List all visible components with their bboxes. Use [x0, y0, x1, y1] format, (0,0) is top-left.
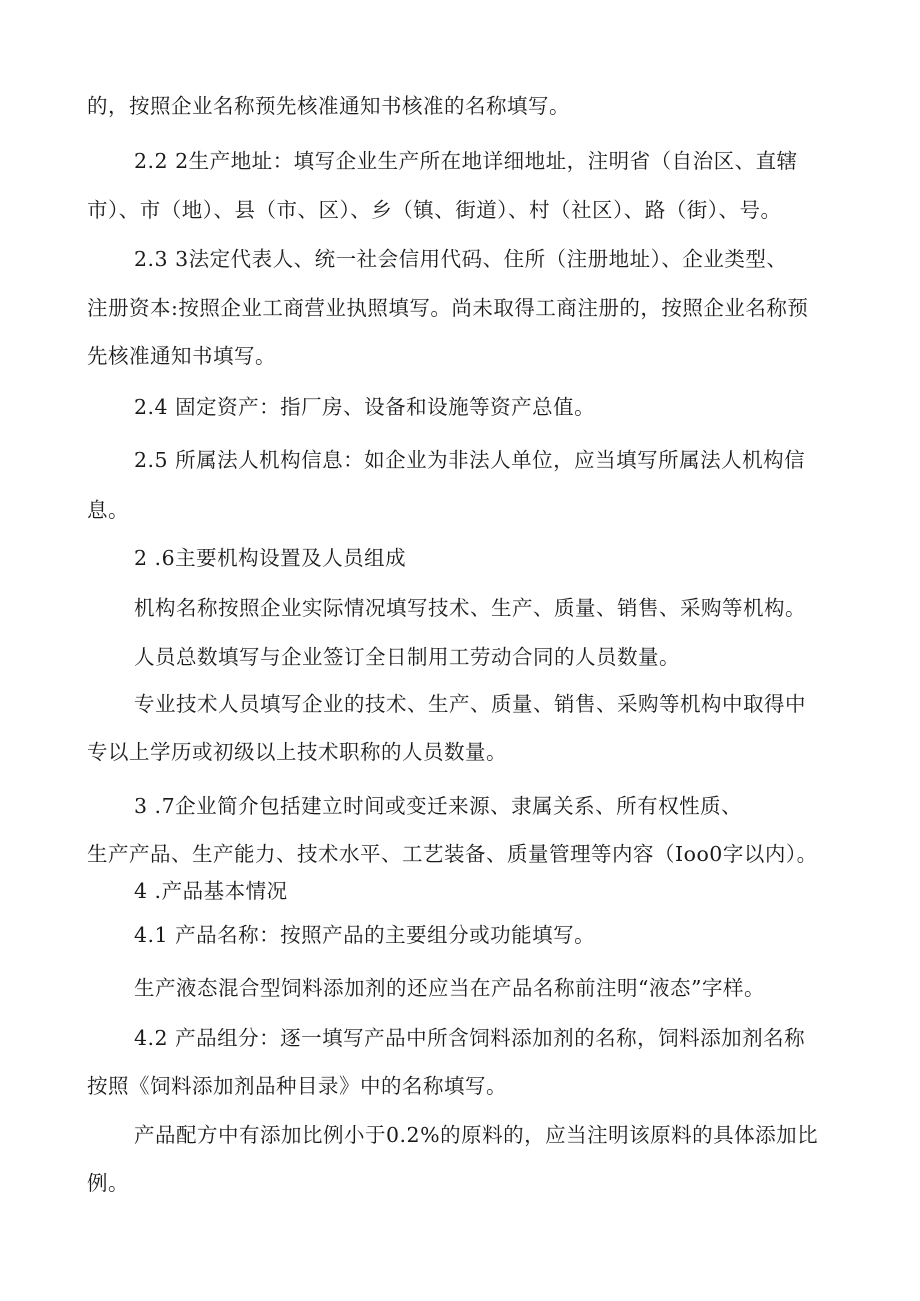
text-line: 人员总数填写与企业签订全日制用工劳动合同的人员数量。	[134, 645, 680, 669]
text-line: 专业技术人员填写企业的技术、生产、质量、销售、采购等机构中取得中	[134, 692, 806, 716]
text-line: 例。	[87, 1171, 129, 1195]
text-line: 按照《饲料添加剂品种目录》中的名称填写。	[87, 1074, 507, 1098]
text-line: 2.2 2生产地址：填写企业生产所在地详细地址，注明省（自治区、直辖	[134, 149, 798, 173]
text-line: 2.5 所属法人机构信息：如企业为非法人单位，应当填写所属法人机构信	[134, 448, 806, 472]
text-line: 的，按照企业名称预先核准通知书核准的名称填写。	[87, 94, 570, 118]
text-line: 机构名称按照企业实际情况填写技术、生产、质量、销售、采购等机构。	[134, 596, 806, 620]
text-line: 4.1 产品名称：按照产品的主要组分或功能填写。	[134, 923, 596, 947]
text-line: 生产产品、生产能力、技术水平、工艺装备、质量管理等内容（Ioo0字以内）。	[87, 842, 818, 866]
text-line: 3 .7企业简介包括建立时间或变迁来源、隶属关系、所有权性质、	[134, 794, 743, 818]
text-line: 先核准通知书填写。	[87, 344, 276, 368]
text-line: 生产液态混合型饲料添加剂的还应当在产品名称前注明“液态”字样。	[134, 976, 765, 1000]
text-line: 4.2 产品组分：逐一填写产品中所含饲料添加剂的名称，饲料添加剂名称	[134, 1026, 806, 1050]
text-line: 2.3 3法定代表人、统一社会信用代码、住所（注册地址）、企业类型、	[134, 247, 788, 271]
text-line: 产品配方中有添加比例小于0.2%的原料的，应当注明该原料的具体添加比	[134, 1123, 819, 1147]
section-heading: 2 .6主要机构设置及人员组成	[134, 546, 407, 570]
text-line: 专以上学历或初级以上技术职称的人员数量。	[87, 740, 507, 764]
text-line: 市）、市（地）、县（市、区）、乡（镇、街道）、村（社区）、路（街）、号。	[87, 198, 782, 222]
text-line: 注册资本:按照企业工商营业执照填写。尚未取得工商注册的，按照企业名称预	[87, 296, 809, 320]
text-line: 息。	[87, 498, 129, 522]
section-heading: 4 .产品基本情况	[134, 879, 288, 903]
text-line: 2.4 固定资产：指厂房、设备和设施等资产总值。	[134, 395, 596, 419]
